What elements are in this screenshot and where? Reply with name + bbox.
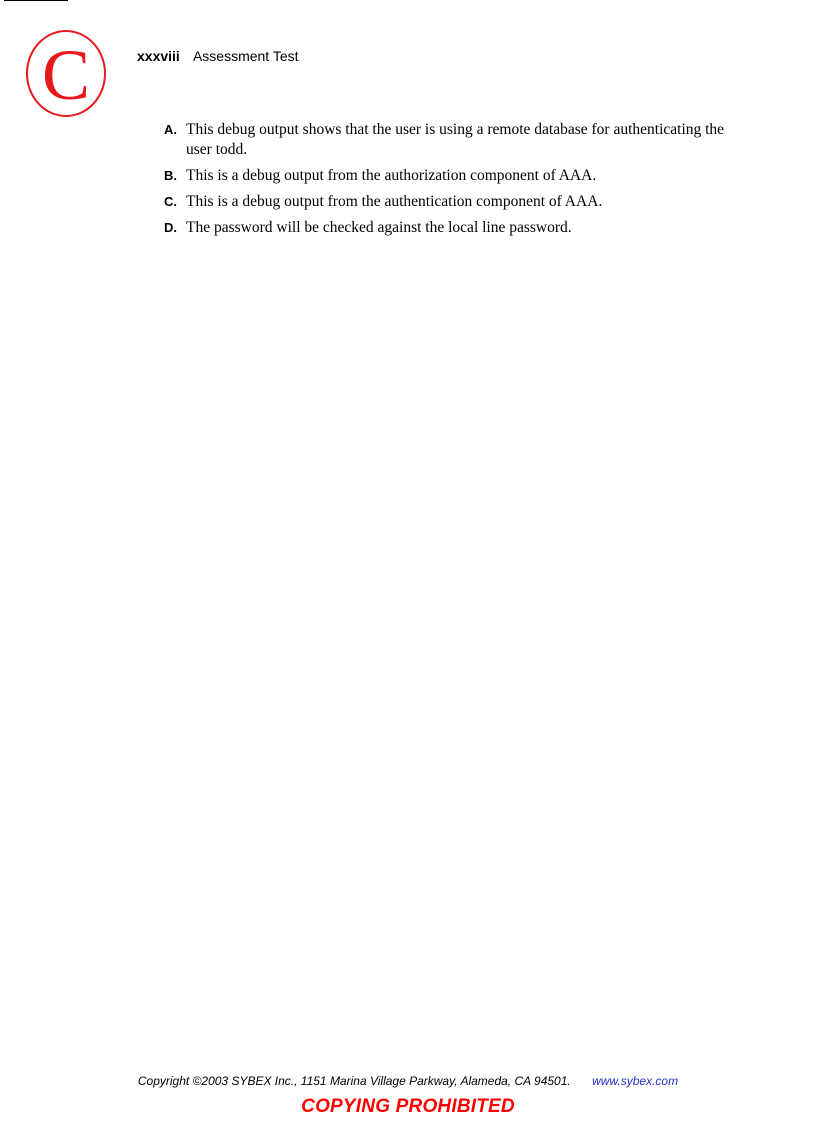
- copyright-text: Copyright ©2003 SYBEX Inc., 1151 Marina Village Parkway, Alameda, CA 94501.: [137, 1074, 571, 1088]
- seal-letter: C: [41, 35, 91, 115]
- option-letter: A.: [164, 122, 177, 137]
- copying-prohibited-notice: COPYING PROHIBITED: [301, 1096, 515, 1117]
- option-letter: D.: [164, 220, 177, 235]
- publisher-url-link[interactable]: www.sybex.com: [592, 1074, 679, 1088]
- answer-option-b: [164, 166, 734, 186]
- footer-copyright-line: [0, 1074, 816, 1088]
- running-title: Assessment Test: [192, 48, 299, 64]
- answer-option-c: [164, 192, 734, 212]
- option-letter: B.: [164, 168, 177, 183]
- option-text: The password will be checked against the local line password.: [186, 219, 572, 236]
- copyright-seal-icon: [25, 29, 107, 118]
- top-rule: [4, 0, 68, 1]
- page-number: xxxviii: [137, 48, 180, 64]
- option-text: This is a debug output from the authorization component of AAA.: [186, 167, 597, 184]
- running-head: [137, 48, 299, 64]
- answer-option-a: [164, 120, 734, 160]
- answer-options: [164, 120, 734, 244]
- option-letter: C.: [164, 194, 177, 209]
- answer-option-d: [164, 218, 734, 238]
- option-text: This is a debug output from the authentication component of AAA.: [186, 193, 603, 210]
- option-text: This debug output shows that the user is using a remote database for authenticating the user todd.: [186, 121, 725, 158]
